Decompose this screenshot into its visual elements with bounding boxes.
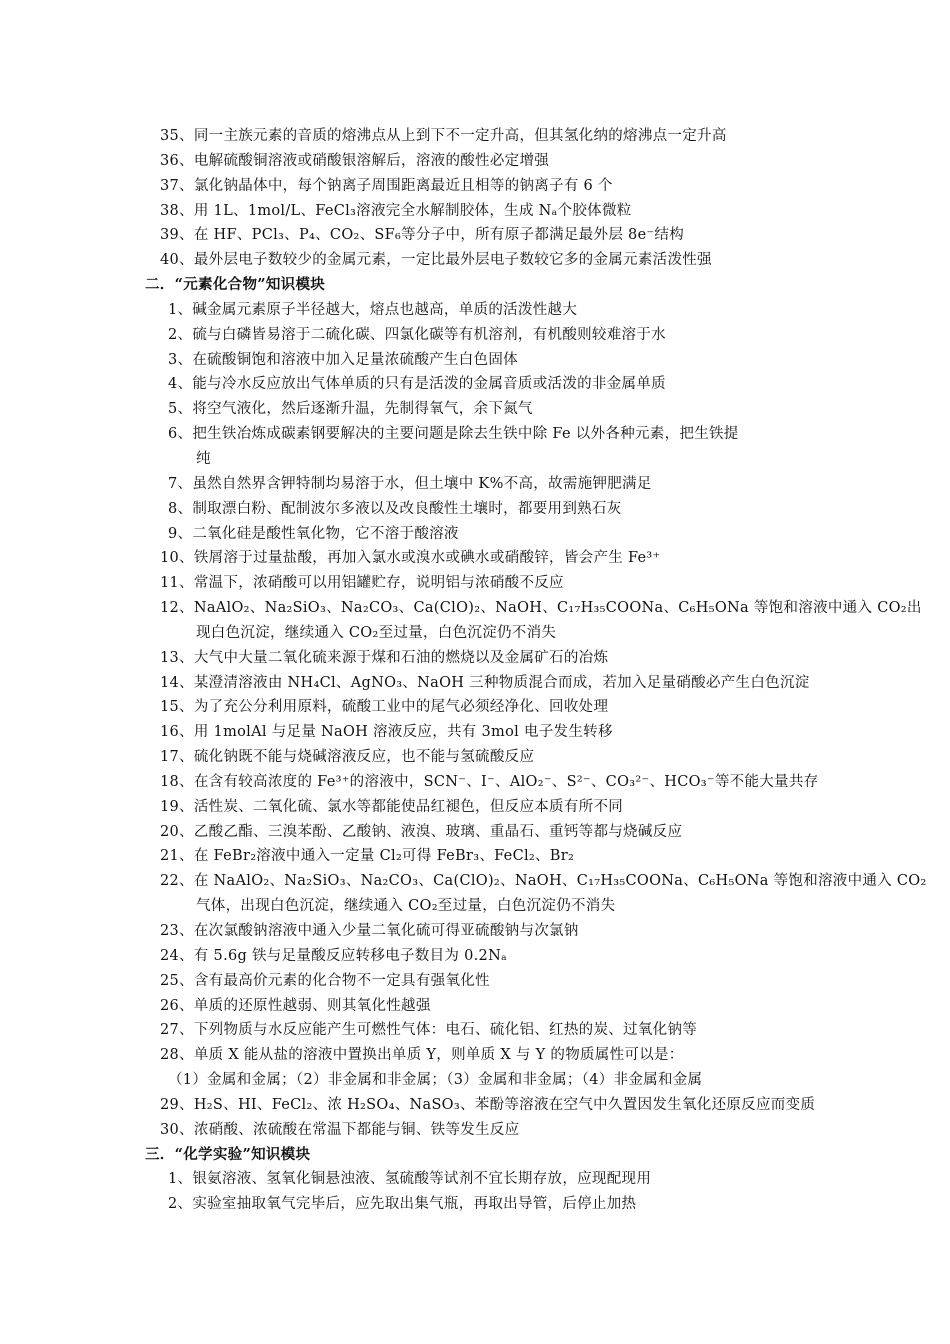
list-item: 1、银氨溶液、氢氧化铜悬浊液、氢硫酸等试剂不宜长期存放，应现配现用: [168, 1171, 652, 1188]
list-item: 25、含有最高价元素的化合物不一定具有强氧化性: [160, 972, 490, 989]
list-item: 20、乙酸乙酯、三溴苯酚、乙酸钠、液溴、玻璃、重晶石、重钙等都与烧碱反应: [160, 823, 683, 840]
list-item: 30、浓硝酸、浓硫酸在常温下都能与铜、铁等发生反应: [160, 1121, 520, 1138]
item-continuation: 气体，出现白色沉淀，继续通入 CO₂至过量，白色沉淀仍不消失: [196, 898, 616, 915]
list-item: 2、实验室抽取氧气完毕后，应先取出集气瓶，再取出导管，后停止加热: [168, 1196, 637, 1213]
list-item: 11、常温下，浓硝酸可以用铝罐贮存，说明铝与浓硝酸不反应: [160, 575, 564, 592]
list-item: 9、二氧化硅是酸性氧化物，它不溶于酸溶液: [168, 525, 459, 542]
list-item: 29、H₂S、HI、FeCl₂、浓 H₂SO₄、NaSO₃、苯酚等溶液在空气中久置因发生氧化还原反应而变质: [160, 1096, 816, 1113]
list-item: 12、NaAlO₂、Na₂SiO₃、Na₂CO₃、Ca(ClO)₂、NaOH、C₁₇H₃₅COONa、C₆H₅ONa 等饱和溶液中通入 CO₂出: [160, 600, 922, 617]
list-item: 15、为了充公分利用原料，硫酸工业中的尾气必须经净化、回收处理: [160, 699, 609, 716]
list-item: 28、单质 X 能从盐的溶液中置换出单质 Y，则单质 X 与 Y 的物质属性可以是：: [160, 1047, 684, 1064]
list-item: 17、硫化钠既不能与烧碱溶液反应，也不能与氢硫酸反应: [160, 749, 535, 766]
list-item: 8、制取漂白粉、配制波尔多液以及改良酸性土壤时，都要用到熟石灰: [168, 500, 622, 517]
list-item: 2、硫与白磷皆易溶于二硫化碳、四氯化碳等有机溶剂，有机酸则较难溶于水: [168, 326, 666, 343]
list-item: 39、在 HF、PCl₃、P₄、CO₂、SF₆等分子中，所有原子都满足最外层 8e⁻结构: [160, 227, 685, 244]
list-item: 3、在硫酸铜饱和溶液中加入足量浓硫酸产生白色固体: [168, 351, 518, 368]
section-heading: 二．“元素化合物”知识模块: [145, 276, 326, 294]
list-item: 16、用 1molAl 与足量 NaOH 溶液反应，共有 3mol 电子发生转移: [160, 724, 613, 741]
item-continuation: 现白色沉淀，继续通入 CO₂至过量，白色沉淀仍不消失: [196, 624, 557, 641]
list-item: 21、在 FeBr₂溶液中通入一定量 Cl₂可得 FeBr₃、FeCl₂、Br₂: [160, 848, 575, 865]
list-item: 13、大气中大量二氧化硫来源于煤和石油的燃烧以及金属矿石的冶炼: [160, 649, 609, 666]
list-item: 37、氯化钠晶体中，每个钠离子周围距离最近且相等的钠离子有 6 个: [160, 177, 613, 194]
list-item: 14、某澄清溶液由 NH₄Cl、AgNO₃、NaOH 三种物质混合而成，若加入足量硝酸必产生白色沉淀: [160, 674, 810, 691]
document-body: [0, 124, 950, 1217]
list-item: 4、能与冷水反应放出气体单质的只有是活泼的金属音质或活泼的非金属单质: [168, 376, 666, 393]
item-continuation: 纯: [196, 450, 211, 467]
list-item: 19、活性炭、二氧化硫、氯水等都能使品红褪色，但反应本质有所不同: [160, 798, 624, 815]
list-item: 24、有 5.6g 铁与足量酸反应转移电子数目为 0.2Nₐ: [160, 947, 507, 964]
list-item: 18、在含有较高浓度的 Fe³⁺的溶液中，SCN⁻、I⁻、AlO₂⁻、S²⁻、CO₃²⁻、HCO₃⁻等不能大量共存: [160, 773, 819, 790]
list-item: 38、用 1L、1mol/L、FeCl₃溶液完全水解制胶体，生成 Nₐ个胶体微粒: [160, 202, 632, 219]
list-item: 26、单质的还原性越弱、则其氧化性越强: [160, 997, 431, 1014]
list-item: 6、把生铁冶炼成碳素钢要解决的主要问题是除去生铁中除 Fe 以外各种元素，把生铁提: [168, 426, 739, 443]
list-item: 36、电解硫酸铜溶液或硝酸银溶解后，溶液的酸性必定增强: [160, 152, 550, 169]
list-item: 1、碱金属元素原子半径越大，熔点也越高，单质的活泼性越大: [168, 301, 578, 318]
list-item: 7、虽然自然界含钾特制均易溶于水，但土壤中 K%不高，故需施钾肥满足: [168, 475, 652, 492]
list-item: 23、在次氯酸钠溶液中通入少量二氧化硫可得亚硫酸钠与次氯钠: [160, 923, 579, 939]
list-item: 10、铁屑溶于过量盐酸，再加入氯水或溴水或碘水或硝酸锌，皆会产生 Fe³⁺: [160, 550, 661, 567]
item-continuation: （1）金属和金属；（2）非金属和非金属；（3）金属和非金属；（4）非金属和金属: [168, 1072, 703, 1089]
list-item: 22、在 NaAlO₂、Na₂SiO₃、Na₂CO₃、Ca(ClO)₂、NaOH、C₁₇H₃₅COONa、C₆H₅ONa 等饱和溶液中通入 CO₂: [160, 873, 927, 890]
list-item: 27、下列物质与水反应能产生可燃性气体：电石、硫化铝、红热的炭、过氧化钠等: [160, 1022, 698, 1039]
list-item: 40、最外层电子数较少的金属元素，一定比最外层电子数较它多的金属元素活泼性强: [160, 252, 712, 269]
list-item: 35、同一主族元素的音质的熔沸点从上到下不一定升高，但其氢化纳的熔沸点一定升高: [160, 128, 727, 144]
list-item: 5、将空气液化，然后逐渐升温，先制得氧气，余下氮气: [168, 401, 533, 418]
section-heading: 三．“化学实验”知识模块: [145, 1145, 311, 1163]
